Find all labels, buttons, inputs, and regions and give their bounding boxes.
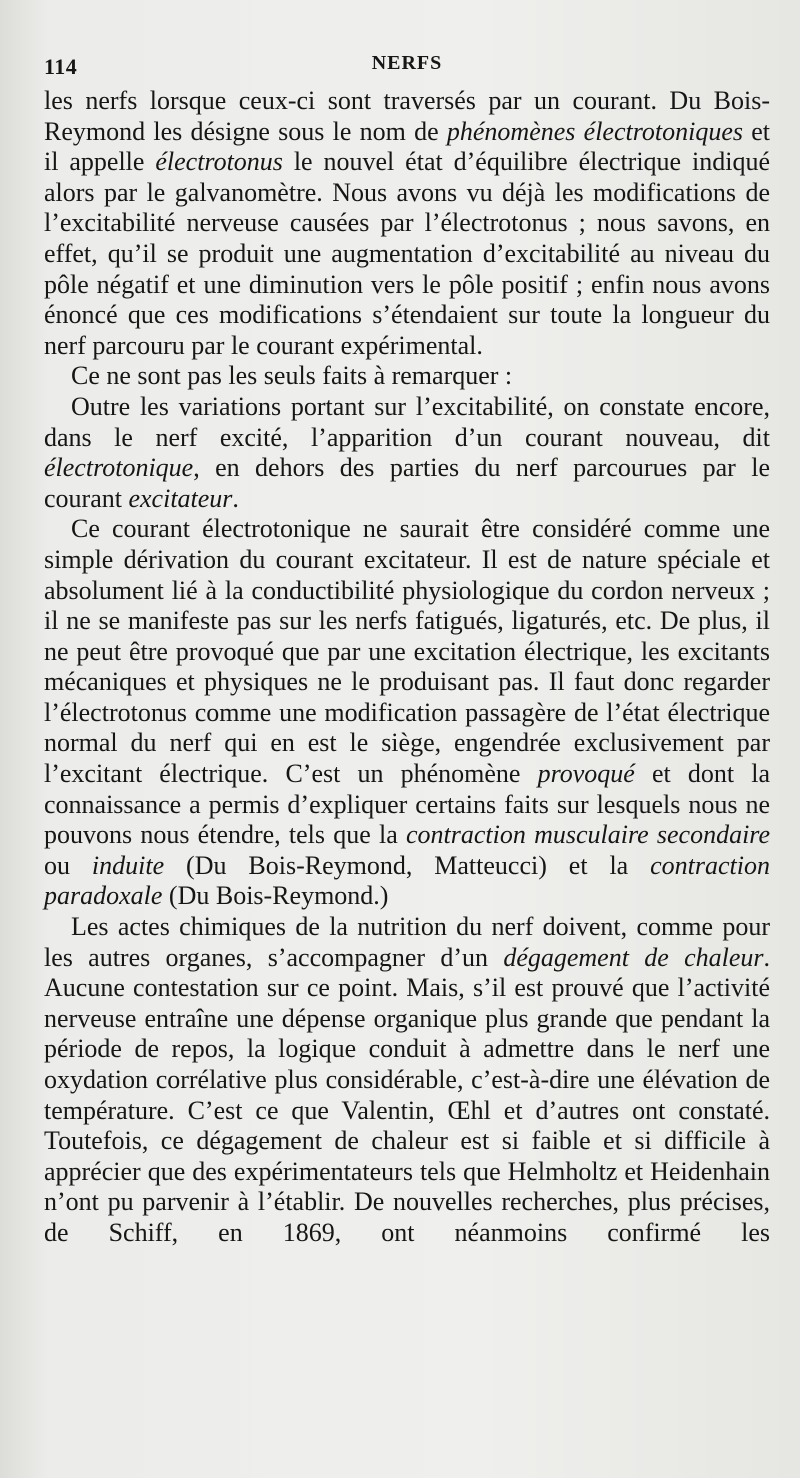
text-run: Ce ne sont pas les seuls faits à remarquer : [71, 361, 513, 391]
paragraph [44, 392, 770, 514]
text-run: et dont la connaissance a permis d’expliquer certains faits sur lesquels nous ne pouvons nous étendre, tels que la [44, 759, 770, 850]
paragraph [44, 514, 770, 912]
running-title: NERFS [371, 52, 443, 74]
text-run: les nerfs lorsque ceux-ci sont traversés par un courant. Du Bois-Reymond les désigne sous le nom de [44, 86, 770, 146]
italic-text: contraction musculaire secondaire [405, 820, 770, 850]
text-run: et il appelle [44, 116, 770, 177]
page-number: 114 [44, 54, 78, 79]
italic-text: dégagement de chaleur [503, 942, 764, 972]
italic-text: électrotonique [44, 453, 194, 483]
text-run: ou [44, 850, 92, 880]
italic-text: phénomènes électrotoniques [446, 116, 743, 146]
italic-text: induite [91, 850, 165, 880]
text-run: (Du Bois-Reymond.) [162, 881, 389, 911]
italic-text: excitateur [128, 483, 233, 513]
text-run: Outre les variations portant sur l’excitabilité, on constate encore, dans le nerf excité, l’apparition d’un courant nouveau, dit [44, 391, 770, 452]
italic-text: provoqué [537, 759, 635, 789]
body-text [44, 86, 770, 1279]
italic-text: électrotonus [155, 147, 283, 177]
text-run: Ce courant électrotonique ne saurait être considéré comme une simple dérivation du courant excitateur. Il est de nature spéciale et absolument lié à la conductibilité physiologique du cordon nerveux ; il ne se manifeste pas sur les nerfs fatigués, ligaturés, etc. De plus, il ne peut être provoqué que par une excitation électrique, les excitants mécaniques et physiques ne le produisant pas. Il faut donc regarder l’électrotonus comme une modification passagère de l’état électrique normal du nerf qui en est le siège, engendrée exclusivement par l’excitant électrique. C’est un phénomène [44, 514, 770, 789]
italic-text: contraction paradoxale [44, 850, 770, 911]
text-run: (Du Bois-Reymond, Matteucci) et la [164, 850, 651, 880]
paragraph [44, 912, 770, 1279]
paragraph [44, 361, 770, 392]
text-run: . [232, 483, 239, 513]
text-run: , en dehors des parties du nerf parcourues par le courant [44, 453, 770, 513]
text-run: . Aucune contestation sur ce point. Mais, s’il est prouvé que l’activité nerveuse entraîne une dépense organique plus grande que pendant la période de repos, la logique conduit à admettre dans le nerf une oxydation corrélative plus considérable, c’est-à-dire une élévation de température. C’est ce que Valentin, Œhl et d’autres ont constaté. Toutefois, ce dégagement de chaleur est si faible et si difficile à apprécier que des expérimentateurs tels que Helmholtz et Heidenhain n’ont pu parvenir à l’établir. De nouvelles recherches, plus précises, de Schiff, en 1869, ont néanmoins confirmé les [44, 942, 770, 1247]
text-run: Les actes chimiques de la nutrition du nerf doivent, comme pour les autres organes, s’accompagner d’un [44, 912, 770, 972]
text-run: le nouvel état d’équilibre électrique indiqué alors par le galvanomètre. Nous avons vu déjà les modifications de l’excitabilité nerveuse causées par l’électrotonus ; nous savons, en effet, qu’il se produit une augmentation d’excitabilité au niveau du pôle négatif et une diminution vers le pôle positif ; enfin nous avons énoncé que ces modifications s’étendaient sur toute la longueur du nerf parcouru par le courant expérimental. [44, 147, 770, 360]
running-head [44, 46, 770, 86]
paragraph [44, 86, 770, 361]
